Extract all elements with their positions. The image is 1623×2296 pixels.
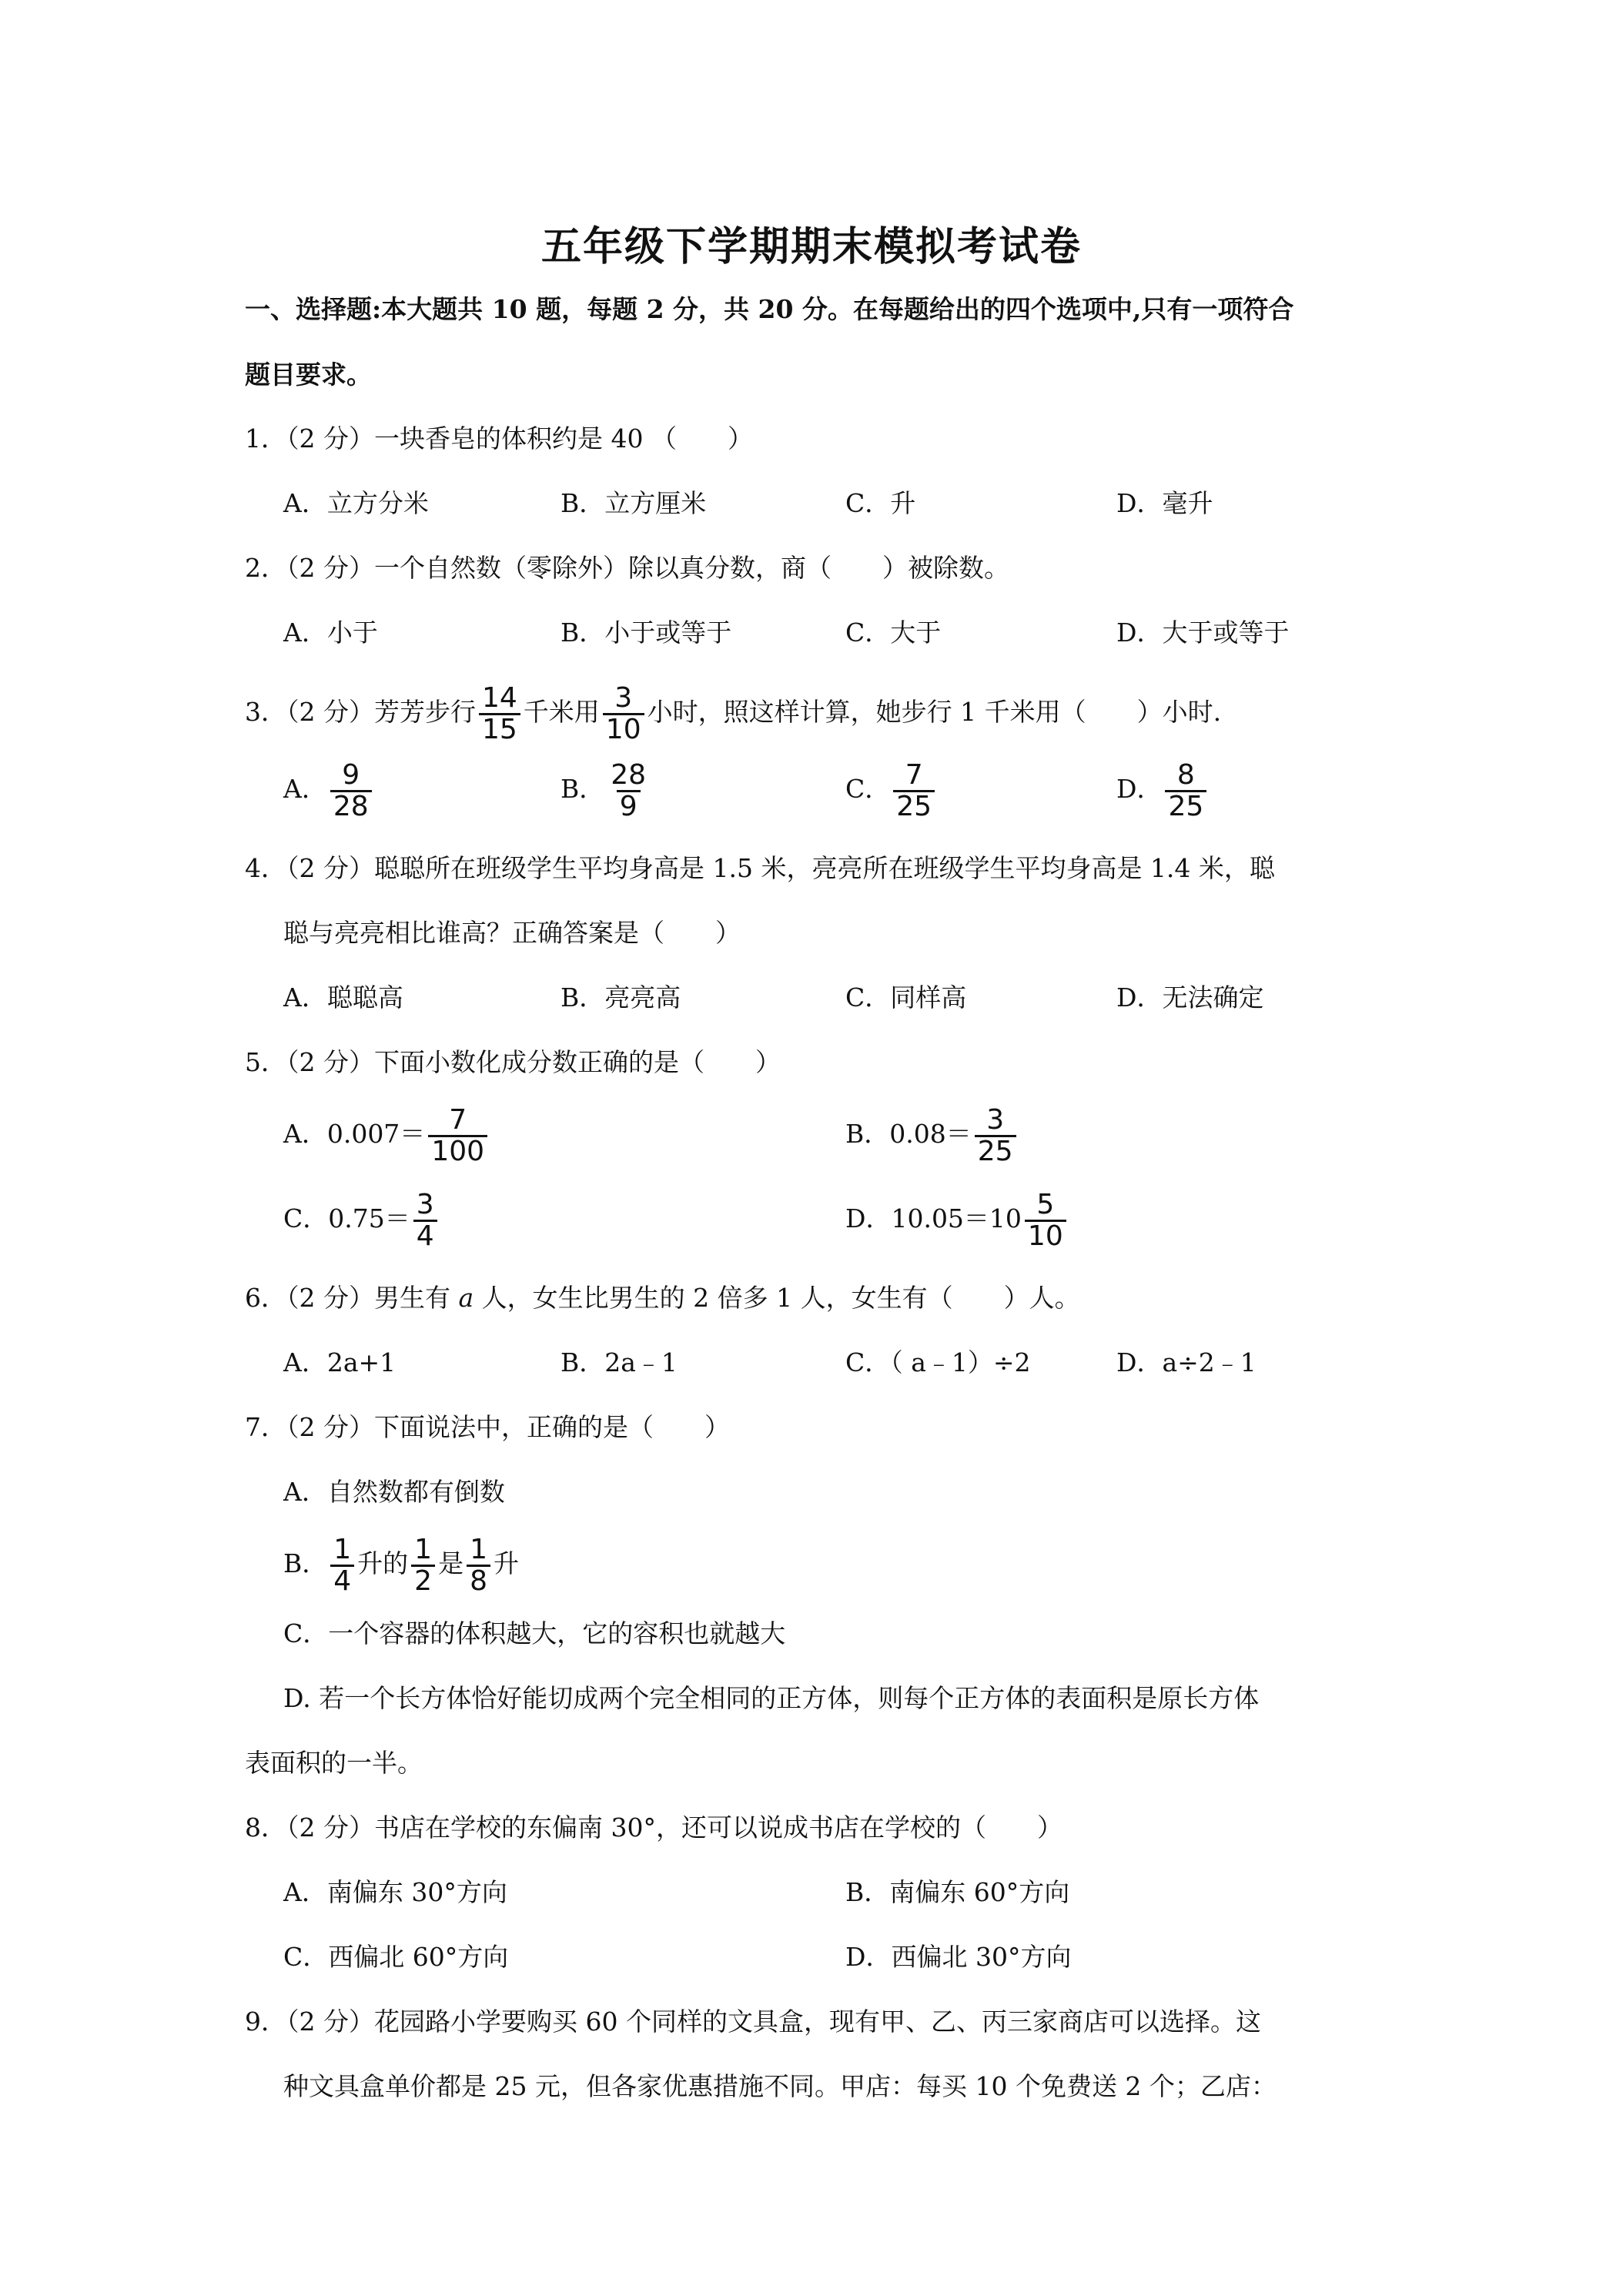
q1-option-d: D．毫升 (1116, 488, 1213, 518)
q7-option-a: A．自然数都有倒数 (283, 1477, 505, 1507)
option-fraction (893, 758, 935, 822)
question-6-stem (245, 1281, 1080, 1315)
fraction-numerator: 28 (611, 758, 647, 791)
q4-option-b: B．亮亮高 (561, 982, 681, 1012)
question-5-stem: 5．（2 分）下面小数化成分数正确的是（ ） (245, 1047, 781, 1077)
q6-stem-part2: 人，女生比男生的 2 倍多 1 人，女生有（ ）人。 (474, 1283, 1080, 1313)
q7-option-b (283, 1529, 519, 1598)
option-fraction (607, 758, 649, 822)
fraction-denominator: 10 (603, 713, 644, 745)
fraction-denominator: 28 (330, 790, 372, 822)
option-text: 是 (438, 1548, 464, 1578)
q3-stem-part2: 千米用 (523, 697, 600, 727)
page-title: 五年级下学期期末模拟考试卷 (540, 223, 1082, 270)
q2-option-c: C．大于 (845, 618, 942, 648)
q7-option-d-line1: D. 若一个长方体恰好能切成两个完全相同的正方体，则每个正方体的表面积是原长方体 (283, 1683, 1260, 1713)
q8-option-b: B．南偏东 60°方向 (845, 1877, 1070, 1907)
question-4-line2: 聪与亮亮相比谁高？正确答案是（ ） (283, 918, 741, 948)
option-fraction (467, 1535, 490, 1596)
option-text: D．10.05＝10 (845, 1203, 1022, 1233)
q6-stem-part1: 6．（2 分）男生有 (245, 1283, 459, 1313)
fraction-numerator: 3 (614, 681, 633, 714)
fraction-numerator: 3 (416, 1188, 434, 1220)
option-text: 升 (493, 1548, 519, 1578)
q5-option-d (845, 1184, 1069, 1253)
q1-option-c: C．升 (845, 488, 916, 518)
fraction-numerator: 14 (481, 681, 517, 714)
q3-option-c (845, 755, 938, 824)
q1-option-b: B．立方厘米 (561, 488, 707, 518)
fraction-denominator: 8 (467, 1565, 490, 1596)
option-fraction (1165, 758, 1206, 822)
fraction-denominator: 25 (975, 1135, 1016, 1166)
fraction-denominator: 4 (413, 1220, 437, 1251)
fraction-denominator: 100 (428, 1135, 487, 1166)
fraction-denominator: 9 (617, 790, 641, 822)
q8-option-a: A．南偏东 30°方向 (283, 1877, 507, 1907)
fraction-denominator: 15 (479, 713, 520, 745)
option-fraction (330, 1535, 354, 1596)
option-text: A．0.007＝ (283, 1119, 426, 1149)
q4-option-d: D．无法确定 (1116, 982, 1264, 1012)
q2-option-b: B．小于或等于 (561, 618, 732, 648)
option-fraction (975, 1103, 1016, 1167)
q5-option-b (845, 1099, 1019, 1169)
fraction-numerator: 8 (1176, 758, 1195, 791)
option-text: B．0.08＝ (845, 1119, 972, 1149)
question-4-line1: 4．（2 分）聪聪所在班级学生平均身高是 1.5 米，亮亮所在班级学生平均身高是 1.4 米，聪 (245, 853, 1275, 883)
question-3-stem (245, 678, 1221, 747)
fraction-denominator: 4 (330, 1565, 354, 1596)
option-text: 升的 (357, 1548, 409, 1578)
option-label: C． (845, 774, 891, 804)
question-2-stem: 2．（2 分）一个自然数（零除外）除以真分数，商（ ）被除数。 (245, 553, 1009, 583)
q4-option-c: C．同样高 (845, 982, 967, 1012)
q3-option-a (283, 755, 375, 824)
fraction-numerator: 1 (414, 1533, 433, 1565)
q2-option-a: A．小于 (283, 618, 378, 648)
q3-option-b (561, 755, 652, 824)
q6-option-a: A．2a+1 (283, 1347, 397, 1377)
fraction-denominator: 10 (1025, 1220, 1066, 1251)
q8-option-d: D．西偏北 30°方向 (845, 1942, 1072, 1972)
q8-option-c: C．西偏北 60°方向 (283, 1942, 509, 1972)
q6-option-b: B．2a﹣1 (561, 1347, 678, 1377)
question-9-line2: 种文具盒单价都是 25 元，但各家优惠措施不同。甲店：每买 10 个免费送 2 个；乙店： (283, 2071, 1277, 2101)
option-label: B． (283, 1548, 328, 1578)
q5-option-a (283, 1099, 490, 1169)
question-1-stem: 1．（2 分）一块香皂的体积约是 40 （ ） (245, 423, 753, 454)
q2-option-d: D．大于或等于 (1116, 618, 1290, 648)
option-fraction (1025, 1190, 1066, 1251)
option-label: B． (561, 774, 605, 804)
option-fraction (411, 1535, 435, 1596)
fraction-denominator: 25 (1165, 790, 1206, 822)
question-7-stem: 7．（2 分）下面说法中，正确的是（ ） (245, 1412, 730, 1442)
fraction-numerator: 7 (449, 1103, 467, 1136)
fraction-numerator: 1 (333, 1533, 352, 1565)
q6-variable: a (458, 1283, 474, 1313)
q5-option-c (283, 1184, 440, 1253)
q3-fraction-time (603, 681, 644, 745)
q6-option-c: C．（ a﹣1）÷2 (845, 1347, 1031, 1377)
q3-stem-part3: 小时，照这样计算，她步行 1 千米用（ ）小时. (647, 697, 1222, 727)
option-fraction (428, 1103, 487, 1167)
option-fraction (413, 1190, 437, 1251)
fraction-numerator: 3 (986, 1103, 1005, 1136)
section-heading-line2: 题目要求。 (245, 360, 372, 390)
section-heading-line1: 一、选择题:本大题共 10 题，每题 2 分，共 20 分。在每题给出的四个选项中,只有一项符合 (245, 294, 1294, 324)
option-fraction (330, 758, 372, 822)
q7-option-c: C．一个容器的体积越大，它的容积也就越大 (283, 1618, 786, 1648)
q3-option-d (1116, 755, 1210, 824)
q1-option-a: A．立方分米 (283, 488, 429, 518)
question-8-stem: 8．（2 分）书店在学校的东偏南 30°，还可以说成书店在学校的（ ） (245, 1812, 1062, 1842)
option-label: D． (1116, 774, 1163, 804)
fraction-denominator: 25 (893, 790, 935, 822)
q3-stem-part1: 3．（2 分）芳芳步行 (245, 697, 476, 727)
option-label: A． (283, 774, 327, 804)
option-text: C．0.75＝ (283, 1203, 410, 1233)
q4-option-a: A．聪聪高 (283, 982, 403, 1012)
fraction-denominator: 2 (411, 1565, 435, 1596)
question-9-line1: 9．（2 分）花园路小学要购买 60 个同样的文具盒，现有甲、乙、丙三家商店可以选择。这 (245, 2006, 1261, 2037)
fraction-numerator: 9 (342, 758, 360, 791)
fraction-numerator: 5 (1036, 1188, 1055, 1220)
fraction-numerator: 7 (905, 758, 923, 791)
fraction-numerator: 1 (470, 1533, 487, 1565)
q7-option-d-line2: 表面积的一半。 (245, 1748, 423, 1778)
q3-fraction-distance (479, 681, 520, 745)
q6-option-d: D．a÷2﹣1 (1116, 1347, 1257, 1377)
